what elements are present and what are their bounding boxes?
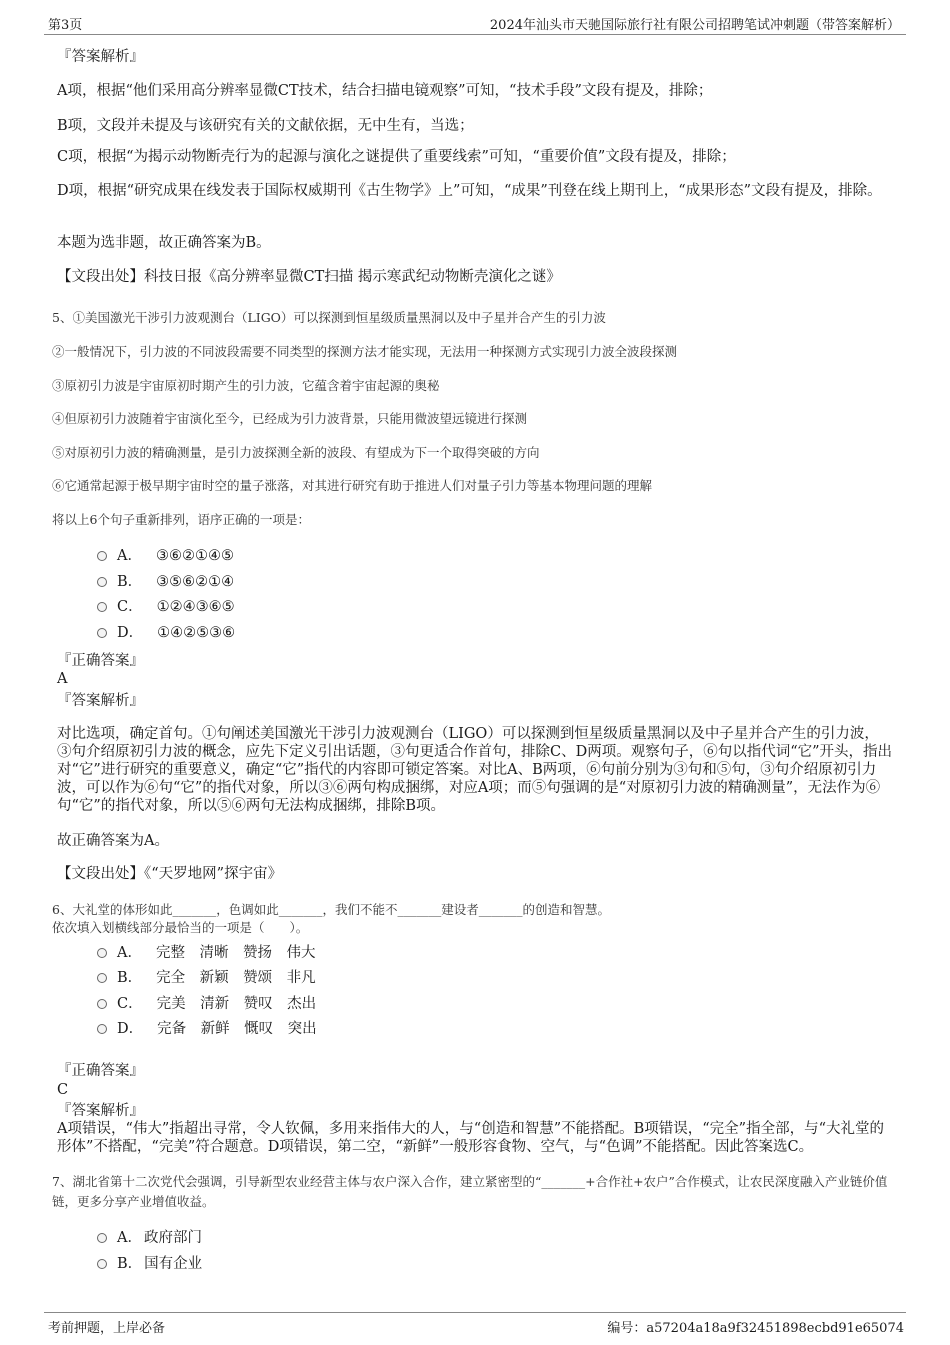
q6-option-d[interactable]: [97, 1020, 317, 1038]
radio-icon[interactable]: [97, 1024, 107, 1034]
q5-source: 【文段出处】《“天罗地网”探宇宙》: [57, 866, 283, 882]
q6-answer-heading: 『正确答案』: [57, 1063, 144, 1079]
q5-option-d[interactable]: [97, 624, 235, 642]
radio-icon[interactable]: [97, 948, 107, 958]
radio-icon[interactable]: [97, 1259, 107, 1269]
footer-slogan: 考前押题，上岸必备: [48, 1321, 166, 1336]
page-number: 第3页: [48, 18, 83, 33]
q5-option-c[interactable]: [97, 598, 235, 616]
q5-option-b[interactable]: [97, 573, 234, 591]
option-label: D．: [117, 1021, 144, 1037]
q5-answer-heading: 『正确答案』: [57, 653, 144, 669]
option-value: 完备 新鲜 慨叹 突出: [157, 1021, 317, 1037]
q5-sentence-4: ④但原初引力波随着宇宙演化至今，已经成为引力波背景，只能用微波望远镜进行探测: [52, 411, 528, 426]
radio-icon[interactable]: [97, 602, 107, 612]
option-label: A．: [117, 945, 142, 961]
q5-sentence-6: ⑥它通常起源于极早期宇宙时空的量子涨落，对其进行研究有助于推进人们对量子引力等基本物理问题的理解: [52, 478, 653, 493]
q7-option-a[interactable]: [97, 1229, 202, 1247]
option-value: 完美 清新 赞叹 杰出: [156, 996, 317, 1012]
option-value: ①④②⑤③⑥: [157, 625, 236, 641]
q5-answer: A: [57, 671, 68, 687]
option-value: ①②④③⑥⑤: [156, 599, 235, 615]
option-label: B．: [117, 1256, 143, 1272]
radio-icon[interactable]: [97, 1233, 107, 1243]
q7-option-b[interactable]: [97, 1255, 202, 1273]
q4-source: 【文段出处】科技日报《高分辨率显微CT扫描 揭示寒武纪动物断壳演化之谜》: [57, 269, 561, 285]
option-value: ③⑥②①④⑤: [155, 548, 234, 564]
q5-sentence-3: ③原初引力波是宇宙原初时期产生的引力波，它蕴含着宇宙起源的奥秘: [52, 378, 440, 393]
option-value: 政府部门: [143, 1230, 202, 1246]
q6-option-c[interactable]: [97, 995, 316, 1013]
q6-prompt: 依次填入划横线部分最恰当的一项是（ ）。: [52, 920, 309, 935]
page-header: [44, 14, 906, 35]
q4-analysis-c: C项，根据“为揭示动物断壳行为的起源与演化之谜提供了重要线索”可知，“重要价值”文段有提及，排除；: [57, 149, 736, 165]
option-value: 国有企业: [144, 1256, 203, 1272]
q4-analysis-a: A项，根据“他们采用高分辨率显微CT技术，结合扫描电镜观察”可知，“技术手段”文段有提及，排除；: [57, 83, 713, 99]
radio-icon[interactable]: [97, 973, 107, 983]
q5-sentence-5: ⑤对原初引力波的精确测量，是引力波探测全新的波段、有望成为下一个取得突破的方向: [52, 445, 540, 460]
q6-option-a[interactable]: [97, 944, 315, 962]
radio-icon[interactable]: [97, 577, 107, 587]
q5-analysis-heading: 『答案解析』: [57, 693, 144, 709]
radio-icon[interactable]: [97, 551, 107, 561]
document-code: 编号：a57204a18a9f32451898ecbd91e65074: [607, 1321, 904, 1336]
q7-stem: 7、湖北省第十二次党代会强调，引导新型农业经营主体与农户深入合作，建立紧密型的“_______+合作社+农户”合作模式，让农民深度融入产业链价值链，更多分享产业增值收益。: [52, 1174, 888, 1209]
option-label: C．: [117, 996, 143, 1012]
q5-option-a[interactable]: [97, 547, 234, 565]
option-label: B．: [117, 574, 143, 590]
q6-option-b[interactable]: [97, 969, 316, 987]
q6-answer: C: [57, 1082, 69, 1098]
option-value: ③⑤⑥②①④: [156, 574, 235, 590]
option-label: B．: [117, 970, 143, 986]
q4-conclusion: 本题为选非题，故正确答案为B。: [57, 235, 271, 251]
q6-analysis: A项错误，“伟大”指超出寻常，令人钦佩，多用来指伟大的人，与“创造和智慧”不能搭配。B项错误，“完全”指全部，与“大礼堂的形体”不搭配，“完美”符合题意。D项错误，第二空，“新鲜”一般形容食物、空气，与“色调”不能搭配。因此答案选C。: [57, 1121, 885, 1155]
q5-analysis: 对比选项，确定首句。①句阐述美国激光干涉引力波观测台（LIGO）可以探测到恒星级质量黑洞以及中子星并合产生的引力波，③句介绍原初引力波的概念，应先下定义引出话题，③句更适合作首句，排除C、D两项。观察句子，⑥句以指代词“它”开头，指出对“它”进行研究的重要意义，确定“它”指代的内容即可锁定答案。对比A、B两项，⑥句前分别为③句和⑤句，③句介绍原初引力波，可以作为⑥句“它”的指代对象，所以③⑥两句构成捆绑，对应A项；而⑤句强调的是“对原初引力波的精确测量”，无法作为⑥句“它”的指代对象，所以⑤⑥两句无法构成捆绑，排除B项。: [57, 726, 893, 814]
q4-analysis-d: D项，根据“研究成果在线发表于国际权威期刊《古生物学》上”可知，“成果”刊登在线上期刊上，“成果形态”文段有提及，排除。: [57, 183, 882, 199]
q5-prompt: 将以上6个句子重新排列，语序正确的一项是：: [52, 512, 310, 527]
q6-stem: 6、大礼堂的体形如此_______，色调如此_______，我们不能不_______建设者_______的创造和智慧。: [52, 902, 610, 917]
page-footer: [44, 1312, 906, 1335]
q4-analysis-heading: 『答案解析』: [57, 49, 144, 65]
q5-stem: 5、①美国激光干涉引力波观测台（LIGO）可以探测到恒星级质量黑洞以及中子星并合产生的引力波: [52, 310, 606, 325]
q4-analysis-b: B项，文段并未提及与该研究有关的文献依据，无中生有，当选；: [57, 118, 474, 134]
option-value: 完全 新颖 赞颂 非凡: [156, 970, 316, 986]
radio-icon[interactable]: [97, 628, 107, 638]
option-label: A．: [117, 548, 142, 564]
radio-icon[interactable]: [97, 999, 107, 1009]
q5-sentence-2: ②一般情况下，引力波的不同波段需要不同类型的探测方法才能实现，无法用一种探测方式实现引力波全波段探测: [52, 344, 678, 359]
option-label: C．: [117, 599, 143, 615]
q6-analysis-heading: 『答案解析』: [57, 1103, 144, 1119]
q5-conclusion: 故正确答案为A。: [57, 833, 169, 849]
option-value: 完整 清晰 赞扬 伟大: [155, 945, 316, 961]
document-title: 2024年汕头市天驰国际旅行社有限公司招聘笔试冲刺题（带答案解析）: [489, 18, 900, 33]
option-label: A．: [117, 1230, 142, 1246]
option-label: D．: [117, 625, 144, 641]
